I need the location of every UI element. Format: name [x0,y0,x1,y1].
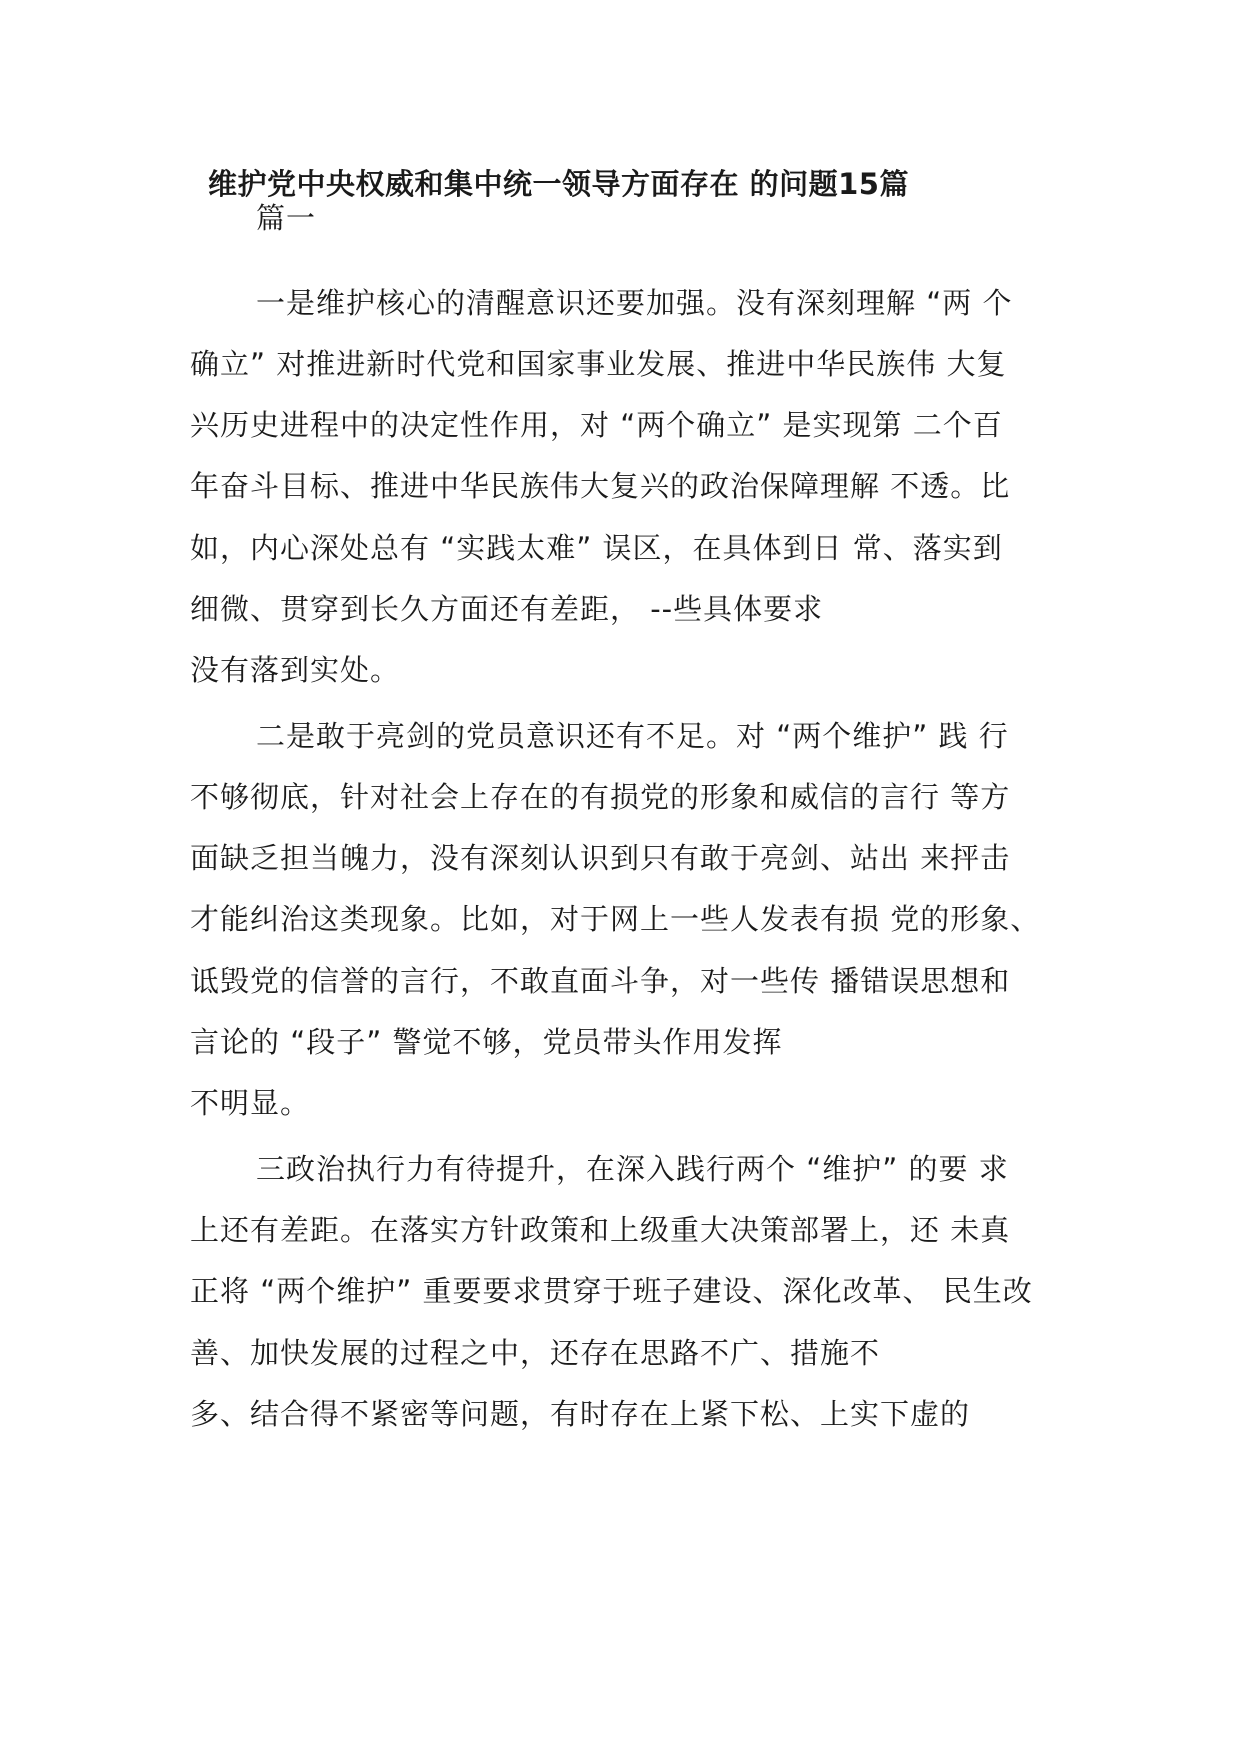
paragraph-line: 三政治执行力有待提升，在深入践行两个 “维护” 的要 求 [256,1152,1009,1186]
paragraph-line: 没有落到实处。 [190,653,401,687]
paragraph-line: 正将 “两个维护” 重要要求贯穿于班子建设、深化改革、 民生改 [190,1274,1033,1308]
paragraph-line: 年奋斗目标、推进中华民族伟大复兴的政治保障理解 不透。比 [190,469,1011,503]
paragraph-line: 不够彻底，针对社会上存在的有损党的形象和威信的言行 等方 [190,780,1011,814]
paragraph-line: 面缺乏担当魄力，没有深刻认识到只有敢于亮剑、站出 来抨击 [190,841,1011,875]
paragraph-line: 一是维护核心的清醒意识还要加强。没有深刻理解 “两 个 [256,286,1013,320]
paragraph-line: 如，内心深处总有 “实践太难” 误区，在具体到日 常、落实到 [190,531,1003,565]
paragraph-line: 不明显。 [190,1086,311,1120]
paragraph-line: 上还有差距。在落实方针政策和上级重大决策部署上，还 未真 [190,1213,1011,1247]
paragraph-line: 才能纠治这类现象。比如，对于网上一些人发表有损 党的形象、 [190,902,1041,936]
paragraph-line: 诋毁党的信誉的言行，不敢直面斗争，对一些传 播错误思想和 [190,964,1011,998]
paragraph-line: 确立” 对推进新时代党和国家事业发展、推进中华民族伟 大复 [190,347,1007,381]
paragraph-line: 二是敢于亮剑的党员意识还有不足。对 “两个维护” 践 行 [256,719,1009,753]
paragraph-line: 言论的 “段子” 警觉不够，党员带头作用发挥 [190,1025,783,1059]
section-heading: 篇一 [256,201,317,235]
paragraph-line: 多、结合得不紧密等问题，有时存在上紧下松、上实下虚的 [190,1397,971,1431]
paragraph-line: 善、加快发展的过程之中，还存在思路不广、措施不 [190,1336,881,1370]
document-title: 维护党中央权威和集中统一领导方面存在 的问题15篇 [208,167,909,201]
paragraph-line: 兴历史进程中的决定性作用，对 “两个确立” 是实现第 二个百 [190,408,1003,442]
paragraph-line: 细微、贯穿到长久方面还有差距， --些具体要求 [190,592,824,626]
